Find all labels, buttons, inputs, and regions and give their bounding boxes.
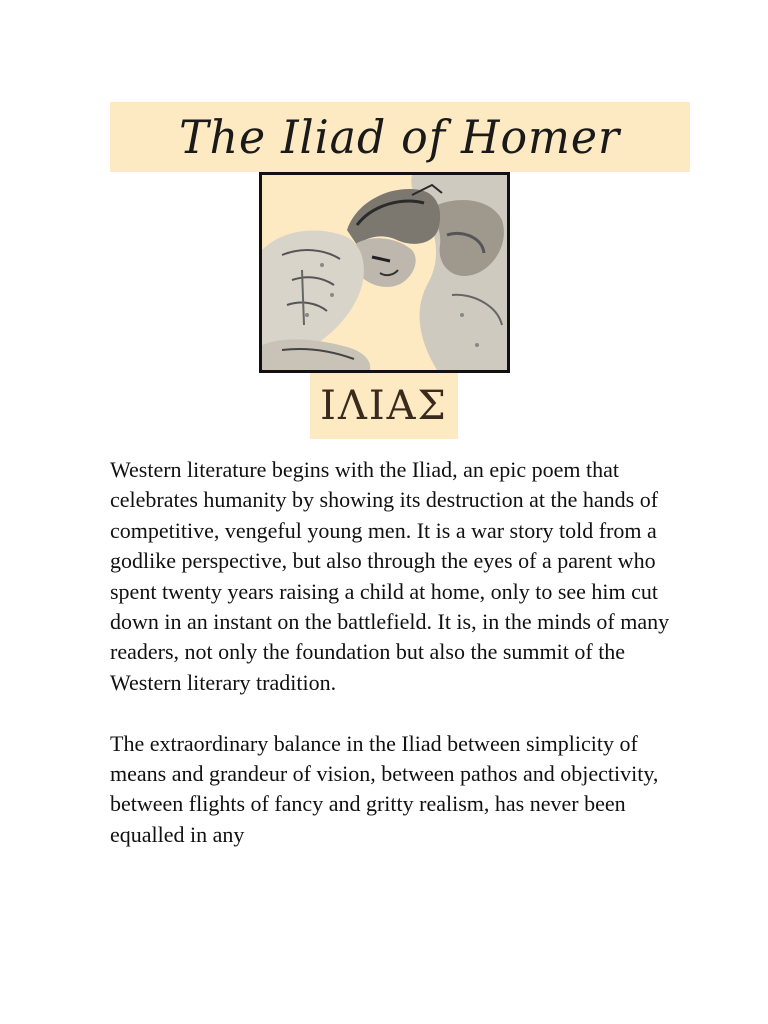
helmeted-warrior-icon	[262, 175, 507, 370]
paragraph-1: Western literature begins with the Iliad, an epic poem that celebrates humanity by showing its destruction at the hands of competitive, vengeful young men. It is a war story told from a godlike perspective, but also through the eyes of a parent who spent twenty years raising a child at home, only to see him cut down in an instant on the battlefield. It is, in the minds of many readers, not only the foundation but also the summit of the Western literary tradition.	[110, 457, 670, 695]
warrior-illustration	[259, 172, 510, 373]
body-text	[110, 455, 670, 881]
greek-title-banner	[310, 373, 458, 439]
paragraph-2: The extraordinary balance in the Iliad between simplicity of means and grandeur of vision, between pathos and objectivity, between flights of fancy and gritty realism, has never been equalled in any	[110, 730, 659, 847]
title-banner	[110, 102, 690, 172]
page-title: The Iliad of Homer	[179, 110, 621, 164]
greek-title: ΙΛΙΑΣ	[320, 383, 448, 429]
